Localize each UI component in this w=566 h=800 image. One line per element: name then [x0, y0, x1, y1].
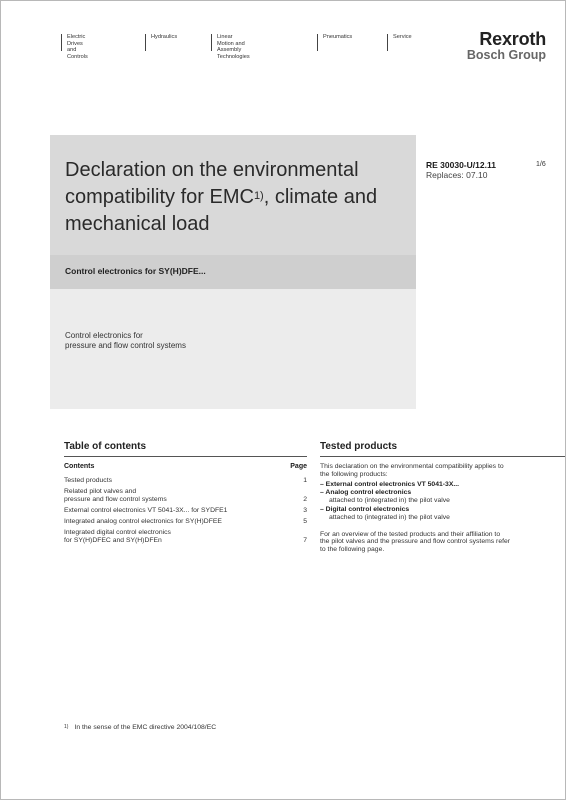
rexroth-logo [467, 30, 546, 62]
toc-entry-page: 1 [303, 477, 307, 484]
toc-divider [64, 456, 307, 457]
toc-entry[interactable] [64, 518, 307, 526]
replaces-date: Replaces: 07.10 [426, 169, 488, 180]
tested-products-section [320, 463, 565, 554]
product-item [320, 506, 565, 522]
toc-entry[interactable] [64, 529, 307, 545]
toc-entry-title: Integrated analog control electronics for SY(H)DFEE [64, 517, 222, 525]
toc-entry-title: External control electronics VT 5041-3X... for SYDFE1 [64, 506, 228, 514]
tested-intro: This declaration on the environmental compatibility applies to the following products: [320, 463, 504, 478]
toc-heading: Table of contents [64, 441, 147, 452]
page-title: Declaration on the environmental compatibility for EMC$^{1)}$, climate and mechanical load [65, 159, 378, 235]
toc-entry[interactable] [64, 477, 307, 485]
overview-note: For an overview of the tested products and their affiliation to the pilot valves and the pressure and flow control systems refer to the following page. [320, 530, 511, 554]
product-item [320, 489, 565, 505]
product-name: – Analog control electronics [320, 489, 412, 497]
toc-entry-page: 7 [303, 536, 307, 544]
logo-sub: Bosch Group [466, 48, 546, 62]
product-detail: attached to (integrated in) the pilot valve [329, 513, 450, 521]
title-block [50, 135, 416, 409]
toc-entry-page: 3 [303, 506, 307, 514]
nav-linear-motion: Linear Motion and Assembly Technologies [211, 34, 250, 51]
toc-entry-page: 2 [303, 495, 307, 503]
subtitle-band [50, 255, 416, 289]
nav-service: Service [387, 34, 412, 51]
toc-list [64, 477, 307, 548]
tested-heading: Tested products [320, 441, 398, 452]
product-detail: attached to (integrated in) the pilot valve [329, 497, 450, 505]
product-name: – External control electronics VT 5041-3X... [320, 480, 460, 488]
footnote-mark: 1) [64, 724, 69, 730]
toc-entry[interactable] [64, 507, 307, 515]
toc-col-contents: Contents [64, 463, 95, 470]
toc-header [64, 463, 307, 470]
product-name: – Digital control electronics [320, 505, 410, 513]
nav-hydraulics: Hydraulics [145, 34, 177, 51]
tested-divider [320, 456, 565, 457]
document-number: RE 30030-U/12.11 [426, 160, 496, 170]
subtitle: Control electronics for SY(H)DFE... [65, 266, 206, 276]
toc-entry[interactable] [64, 488, 307, 504]
footnote-ref: 1) [253, 190, 264, 202]
product-description: Control electronics for pressure and flow control systems [65, 331, 186, 350]
toc-entry-page: 5 [303, 517, 307, 525]
page-indicator: 1/6 [536, 161, 546, 168]
footnote-text: In the sense of the EMC directive 2004/108/EC [74, 724, 217, 731]
document-reference [426, 161, 496, 180]
product-item [320, 481, 565, 489]
toc-entry-title: Related pilot valves and pressure and flow control systems [64, 487, 167, 503]
logo-brand: Rexroth [479, 29, 546, 49]
toc-entry-title: Tested products [64, 477, 112, 484]
footnote [64, 724, 216, 731]
toc-col-page: Page [290, 463, 307, 470]
nav-pneumatics: Pneumatics [317, 34, 352, 51]
toc-entry-title: Integrated digital control electronics for SY(H)DFEC and SY(H)DFEn [64, 528, 171, 544]
nav-electric-drives: Electric Drives and Controls [61, 34, 88, 51]
